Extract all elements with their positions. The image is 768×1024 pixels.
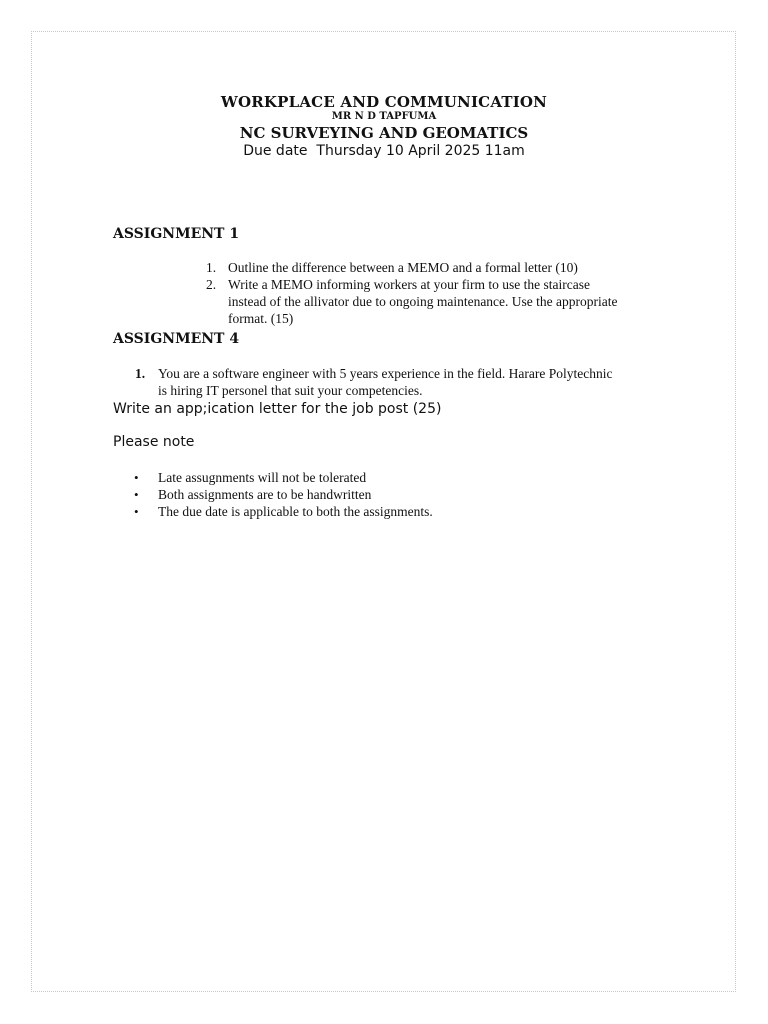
- item-number: 1.: [135, 366, 146, 381]
- bullet-icon: •: [134, 487, 139, 502]
- item-text: You are a software engineer with 5 years experience in the field. Harare Polytechnic is hiring IT personel that suit your competencies.: [158, 366, 613, 398]
- bullet-text: Both assignments are to be handwritten: [158, 487, 372, 502]
- bullet-icon: •: [134, 470, 139, 485]
- lecturer-name: MR N D TAPFUMA: [331, 111, 437, 122]
- course-name: NC SURVEYING AND GEOMATICS: [239, 124, 529, 142]
- bullet-icon: •: [134, 504, 139, 519]
- please-note-heading: Please note: [113, 434, 195, 450]
- assignment-4-heading: ASSIGNMENT 4: [113, 331, 240, 347]
- due-date: Due date Thursday 10 April 2025 11am: [243, 143, 525, 159]
- document-title: WORKPLACE AND COMMUNICATION: [220, 93, 548, 111]
- item-text: Write a MEMO informing workers at your firm to use the staircase instead of the allivator due to ongoing maintenance. Use the appropriate format. (15): [228, 277, 618, 326]
- item-number: 2.: [206, 277, 217, 292]
- bullet-text: The due date is applicable to both the assignments.: [158, 504, 433, 519]
- item-number: 1.: [206, 260, 217, 275]
- item-text: Outline the difference between a MEMO and a formal letter (10): [228, 260, 578, 275]
- bullet-text: Late assugnments will not be tolerated: [158, 470, 367, 485]
- assignment-1-heading: ASSIGNMENT 1: [113, 226, 240, 242]
- application-instruction: Write an app;ication letter for the job post (25): [113, 401, 442, 417]
